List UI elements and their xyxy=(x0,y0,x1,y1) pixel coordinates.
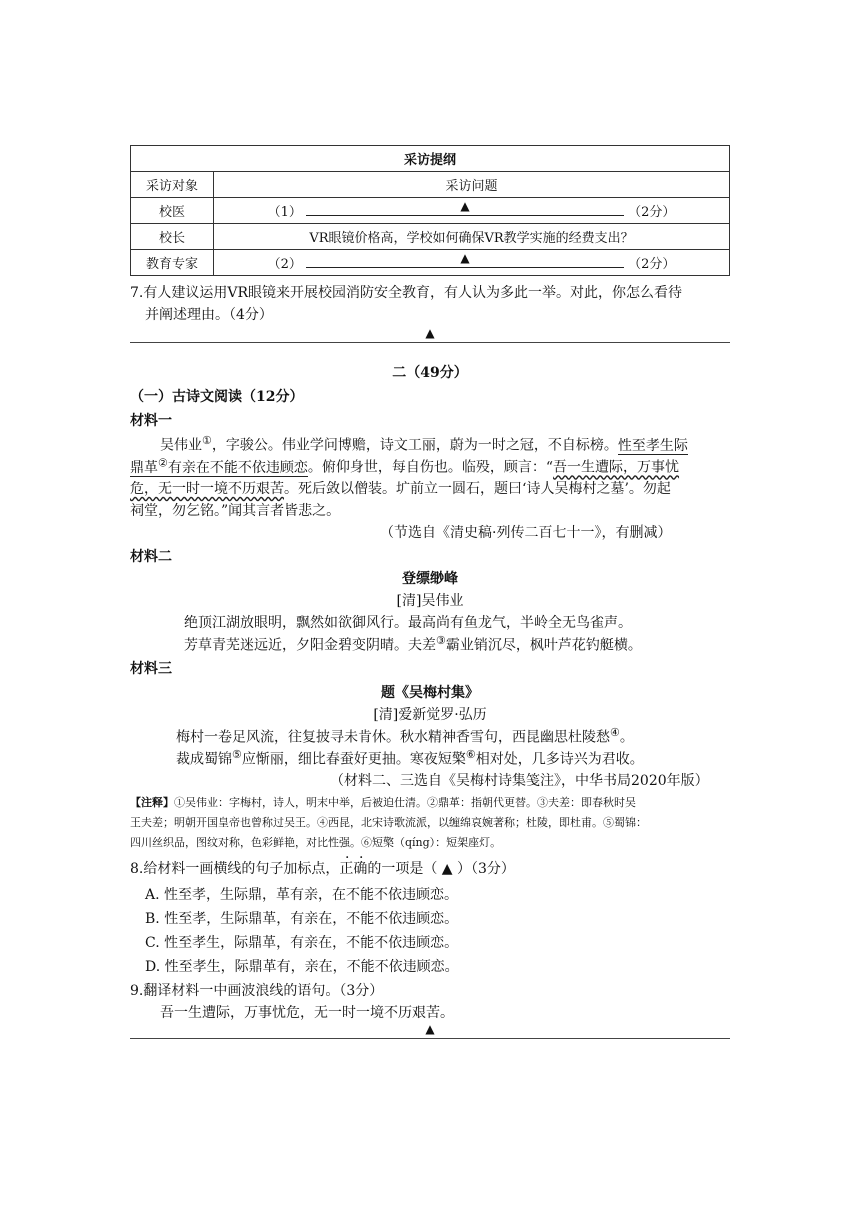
row-question xyxy=(214,250,730,276)
answer-triangle: ▲ xyxy=(425,1022,435,1036)
poem-author: [清]爱新觉罗·弘历 xyxy=(373,707,487,723)
triangle-mark: ▲ xyxy=(460,251,470,265)
blank-number: （1） xyxy=(267,205,302,220)
notes-line: 【注释】①吴伟业：字梅村，诗人，明末中举，后被迫仕清。②鼎革：指朝代更替。③夫差：即春秋时吴 xyxy=(130,796,636,809)
row-target: 校长 xyxy=(131,224,214,250)
poem-line: 绝顶江湖放眼明，飘然如欲御风行。最高尚有鱼龙气，半岭全无鸟雀声。 xyxy=(184,615,632,631)
material-1-line: 鼎革②有亲在不能不依违顾恋。俯仰身世，每自伤也。临殁，顾言：“吾一生遭际，万事忧 xyxy=(130,456,680,476)
blank-number: （2） xyxy=(267,257,302,272)
table-header-target: 采访对象 xyxy=(131,172,214,198)
option-b[interactable]: B. 性至孝，生际鼎革，有亲在，不能不依违顾恋。 xyxy=(145,911,459,927)
material-1-line: 吴伟业①，字骏公。伟业学问博赡，诗文工丽，蔚为一时之冠，不自标榜。性至孝生际 xyxy=(160,434,688,454)
option-c[interactable]: C. 性至孝生，际鼎革，有亲在，不能不依违顾恋。 xyxy=(145,935,459,951)
table-row xyxy=(131,198,730,224)
answer-line[interactable] xyxy=(130,342,730,343)
material-1-line: 祠堂，勿乞铭。”闻其言者皆悲之。 xyxy=(130,503,341,519)
q9-sentence: 吾一生遭际，万事忧危，无一时一境不历艰苦。 xyxy=(160,1005,454,1021)
row-target: 教育专家 xyxy=(131,250,214,276)
row-question xyxy=(214,198,730,224)
q8-stem: 8.给材料一画横线的句子加标点，正确的一项是（ ▲ ）（3分） xyxy=(130,861,515,877)
material-1-line: 危，无一时一境不历艰苦。死后敛以僧装。圹前立一圆石，题曰‘诗人吴梅村之墓’。勿起 xyxy=(130,481,671,497)
poem-title: 题《吴梅村集》 xyxy=(381,685,479,701)
poem-line: 裁成蜀锦⑤应惭丽，细比春蚕好更抽。寒夜短檠⑥相对处，几多诗兴为君收。 xyxy=(176,748,644,768)
material-1-source: （节选自《清史稿·列传二百七十一》，有删减） xyxy=(380,525,672,541)
table-title: 采访提纲 xyxy=(131,146,730,172)
material-3-source: （材料二、三选自《吴梅村诗集笺注》，中华书局2020年版） xyxy=(330,773,709,789)
option-d[interactable]: D. 性至孝生，际鼎革有，亲在，不能不依违顾恋。 xyxy=(145,959,459,975)
table-row xyxy=(131,250,730,276)
q7-line1: 7.有人建议运用VR眼镜来开展校园消防安全教育，有人认为多此一举。对此，你怎么看待 xyxy=(130,285,683,301)
row-question: VR眼镜价格高，学校如何确保VR教学实施的经费支出？ xyxy=(214,224,730,250)
score: （2分） xyxy=(628,205,676,220)
part-title: （一）古诗文阅读（12分） xyxy=(130,389,304,405)
table-header-question: 采访问题 xyxy=(214,172,730,198)
q9-stem: 9.翻译材料一中画波浪线的语句。（3分） xyxy=(130,983,384,999)
material-3-label: 材料三 xyxy=(130,661,172,677)
q7-line2: 并阐述理由。（4分） xyxy=(145,307,273,323)
poem-title: 登缥缈峰 xyxy=(402,571,458,587)
answer-line[interactable] xyxy=(130,1038,730,1039)
triangle-mark: ▲ xyxy=(460,199,470,213)
option-a[interactable]: A. 性至孝，生际鼎，革有亲，在不能不依违顾恋。 xyxy=(145,887,459,903)
answer-blank[interactable] xyxy=(306,253,624,268)
interview-outline-table xyxy=(130,145,730,276)
notes-line: 王夫差；明朝开国皇帝也曾称过吴王。④西昆，北宋诗歌流派，以缠绵哀婉著称；杜陵，即杜甫。⑤蜀锦： xyxy=(130,816,647,829)
material-1-label: 材料一 xyxy=(130,413,172,429)
material-2-label: 材料二 xyxy=(130,549,172,565)
answer-triangle: ▲ xyxy=(425,326,435,340)
poem-line: 梅村一卷足风流，往复披寻未肯休。秋水精神香雪句，西昆幽思杜陵愁④。 xyxy=(176,726,634,746)
poem-author: [清]吴伟业 xyxy=(396,593,464,609)
row-target: 校医 xyxy=(131,198,214,224)
score: （2分） xyxy=(628,257,676,272)
answer-blank[interactable] xyxy=(306,201,624,216)
poem-line: 芳草青芜迷远近，夕阳金碧变阴晴。夫差③霸业销沉尽，枫叶芦花钓艇横。 xyxy=(184,634,642,654)
section-title: 二（49分） xyxy=(392,365,468,381)
notes-line: 四川丝织品，图纹对称，色彩鲜艳，对比性强。⑥短檠（qíng）：短架座灯。 xyxy=(130,836,502,849)
table-row xyxy=(131,224,730,250)
